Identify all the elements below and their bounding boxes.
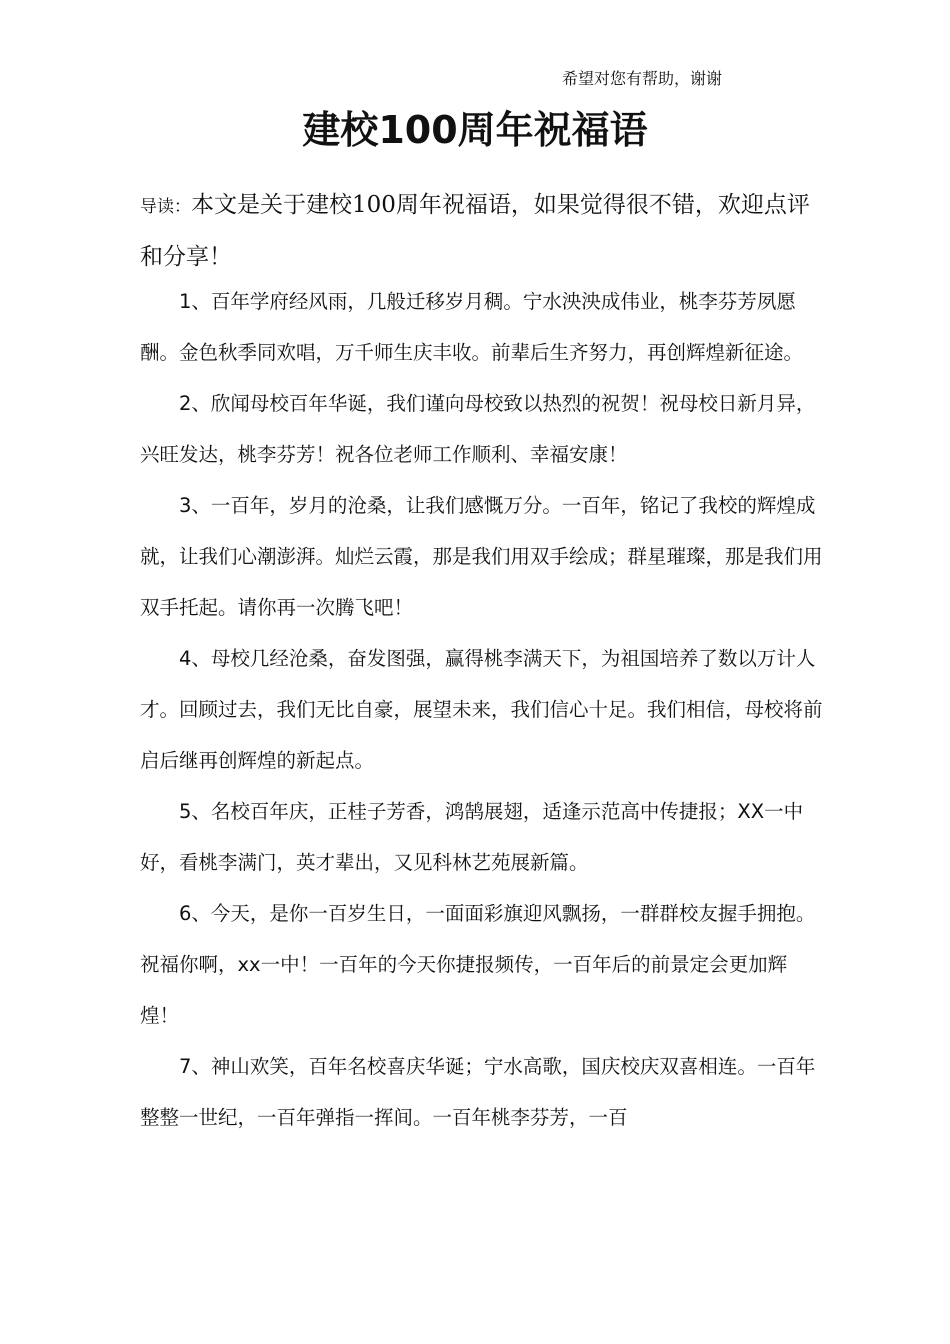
header-note: 希望对您有帮助，谢谢 bbox=[562, 69, 723, 88]
paragraph-3: 3、一百年，岁月的沧桑，让我们感慨万分。一百年，铭记了我校的辉煌成就，让我们心潮澎湃。灿烂云霞，那是我们用双手绘成；群星璀璨，那是我们用双手托起。请你再一次腾飞吧！ bbox=[140, 494, 823, 619]
paragraph-2: 2、欣闻母校百年华诞，我们谨向母校致以热烈的祝贺！祝母校日新月异，兴旺发达，桃李芬芳！祝各位老师工作顺利、幸福安康！ bbox=[140, 392, 816, 466]
document-body bbox=[140, 276, 825, 1143]
document-title: 建校100周年祝福语 bbox=[302, 108, 648, 152]
paragraph-7: 7、神山欢笑，百年名校喜庆华诞；宁水高歌，国庆校庆双喜相连。一百年整整一世纪，一百年弹指一挥间。一百年桃李芬芳，一百 bbox=[140, 1055, 816, 1129]
intro-paragraph bbox=[140, 180, 820, 282]
paragraph-4: 4、母校几经沧桑，奋发图强，赢得桃李满天下，为祖国培养了数以万计人才。回顾过去，我们无比自豪，展望未来，我们信心十足。我们相信，母校将前启后继再创辉煌的新起点。 bbox=[140, 647, 823, 772]
paragraph-1: 1、百年学府经风雨，几般迁移岁月稠。宁水泱泱成伟业，桃李芬芳夙愿酬。金色秋季同欢唱，万千师生庆丰收。前辈后生齐努力，再创辉煌新征途。 bbox=[140, 290, 804, 364]
intro-text: 本文是关于建校100周年祝福语，如果觉得很不错，欢迎点评和分享！ bbox=[140, 192, 810, 270]
paragraph-6: 6、今天，是你一百岁生日，一面面彩旗迎风飘扬，一群群校友握手拥抱。祝福你啊，xx一中！一百年的今天你捷报频传，一百年后的前景定会更加辉煌！ bbox=[140, 902, 816, 1027]
paragraph-5: 5、名校百年庆，正桂子芳香，鸿鹄展翅，适逢示范高中传捷报；XX一中好，看桃李满门，英才辈出，又见科林艺苑展新篇。 bbox=[140, 800, 804, 874]
intro-label: 导读： bbox=[140, 197, 191, 217]
